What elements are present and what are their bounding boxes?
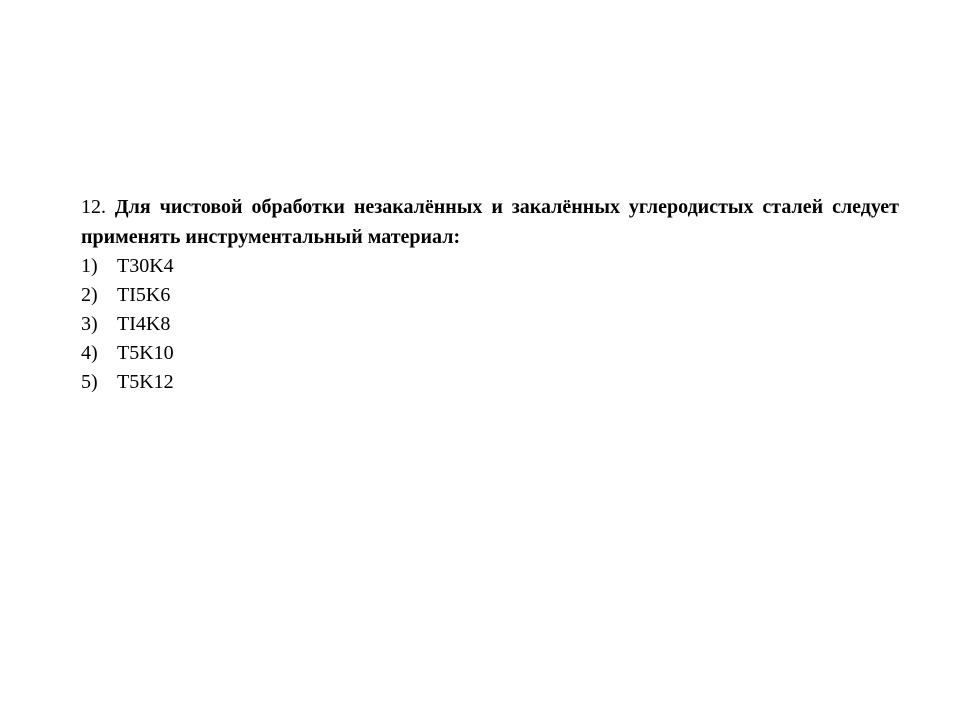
option-marker: 3) [81, 313, 98, 335]
answer-option [81, 281, 899, 310]
option-text: TI4K8 [117, 313, 171, 335]
option-text: TI5K6 [117, 284, 171, 306]
answer-options [81, 252, 899, 397]
answer-option [81, 252, 899, 281]
option-marker: 5) [81, 371, 98, 393]
question-text [81, 192, 899, 252]
answer-option [81, 368, 899, 397]
option-text: T30K4 [117, 255, 174, 277]
option-marker: 1) [81, 255, 98, 277]
question-body: Для чистовой обработки незакалённых и закалённых углеродистых сталей следует применять инструментальный материал: [81, 196, 899, 248]
question-block [81, 192, 899, 397]
option-text: T5K10 [117, 342, 174, 364]
option-text: T5K12 [117, 371, 174, 393]
answer-option [81, 310, 899, 339]
option-marker: 2) [81, 284, 98, 306]
question-number: 12. [81, 196, 106, 218]
answer-option [81, 339, 899, 368]
option-marker: 4) [81, 342, 98, 364]
